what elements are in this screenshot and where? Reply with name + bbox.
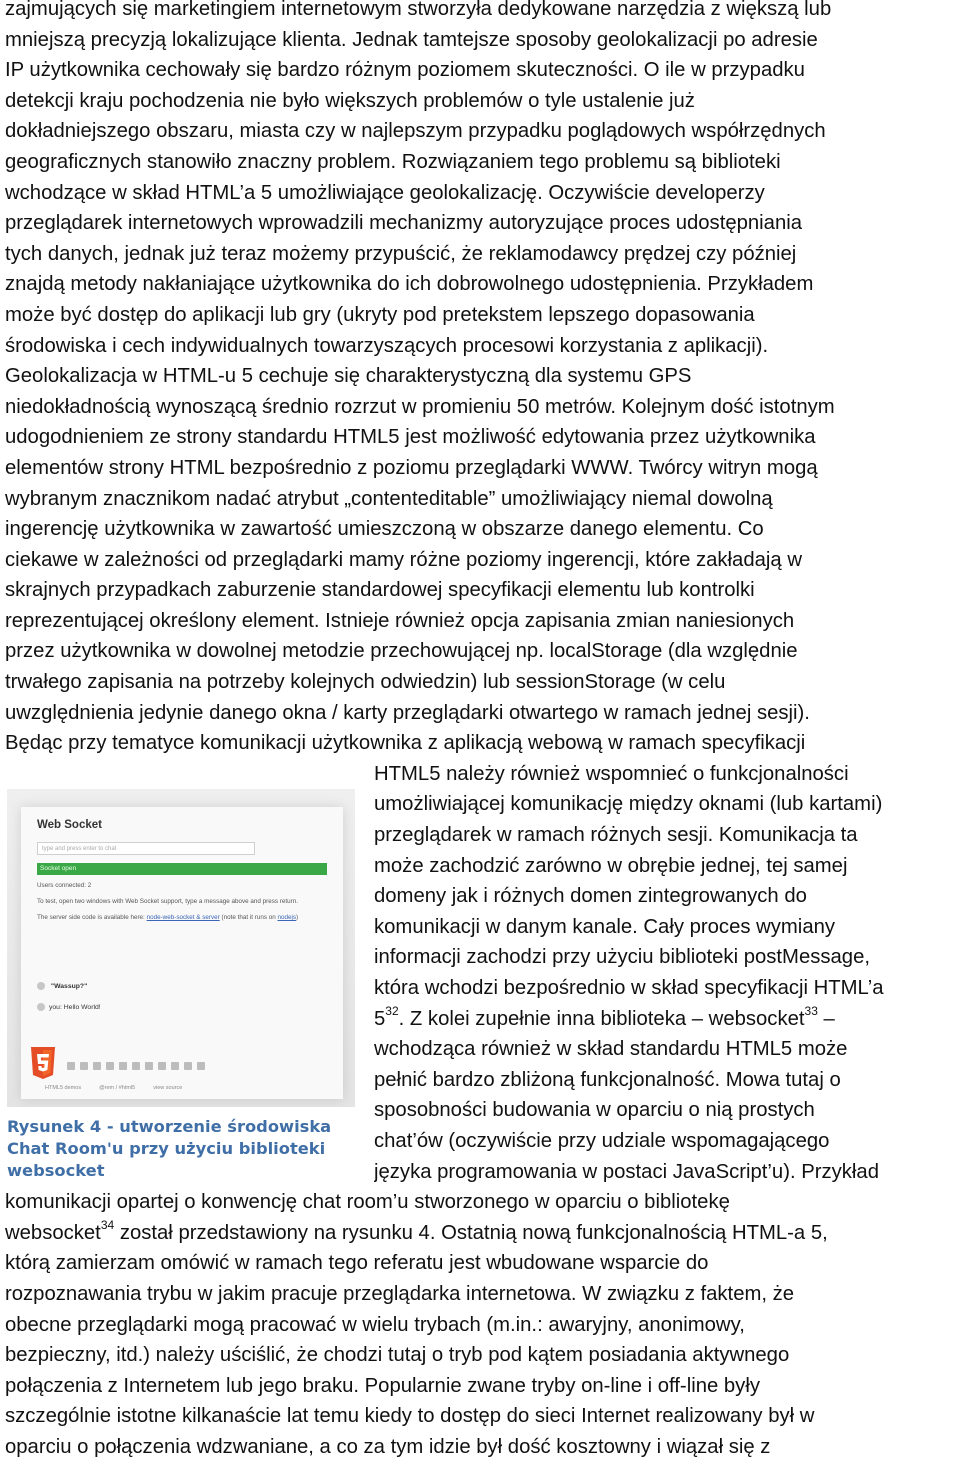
text-line: rozpoznawania trybu w jakim pracuje przeglądarka internetowa. W związku z faktem, że [5, 1282, 795, 1305]
html5-logo-icon [29, 1047, 57, 1079]
text-line: oparciu o połączenia wdzwaniane, a co za tym idzie był dość kosztowny i wiązał się z [5, 1435, 771, 1458]
text-line: komunikacji opartej o konwencję chat room’u stworzonego w oparciu o bibliotekę [5, 1191, 730, 1214]
log-test-instructions: To test, open two windows with Web Socket support, type a message above and press return. [37, 898, 298, 905]
text-line: informacji zachodzi przy użyciu biblioteki postMessage, [374, 946, 870, 969]
text-line: IP użytkownika cechowały się bardzo różnym poziomem skuteczności. O ile w przypadku [5, 59, 805, 82]
text-line: sposobności budowania w oparciu o nią prostych [374, 1099, 815, 1122]
text-line: ciekawe w zależności od przeglądarki mamy różne poziomy ingerencji, które zakładają w [5, 548, 802, 571]
text-line: znajdą metody nakłaniające użytkownika do ich dobrowolnego udostępnienia. Przykładem [5, 273, 814, 296]
text-line: umożliwiającej komunikację między oknami (lub kartami) [374, 793, 883, 816]
text-line: reprezentującej określony element. Istnieje również opcja zapisania zmian naniesionych [5, 609, 795, 632]
text-line: Geolokalizacja w HTML-u 5 cechuje się charakterystyczną dla systemu GPS [5, 365, 692, 388]
demo-toolbar [67, 1057, 210, 1067]
text-line: niedokładnością wynoszącą średnio rozrzut w promieniu 50 metrów. Kolejnym dość istotnym [5, 395, 835, 418]
avatar [37, 982, 45, 990]
text-span: – [817, 1007, 835, 1030]
text-line: tych danych, jednak już teraz możemy przypuścić, że reklamodawcy prędzej czy później [5, 242, 797, 265]
footnote-ref: 32 [385, 1003, 399, 1018]
websocket-demo-title: Web Socket [37, 819, 102, 831]
text-line: uwzględnienia jedynie danego okna / karty przeglądarki otwartego w ramach jednej sesji). [5, 701, 810, 724]
text-line: języka programowania w postaci JavaScript’u). Przykład [374, 1160, 879, 1183]
text-line: detekcji kraju pochodzenia nie było większych problemów o tyle ustalenie już [5, 89, 695, 112]
text-line: którą zamierzam omówić w ramach tego referatu jest wbudowane wsparcie do [5, 1252, 709, 1275]
text-line: ingerencję użytkownika w zawartość umieszczoną w obszarze danego elementu. Co [5, 518, 764, 541]
text-line [374, 1004, 957, 1035]
text-line: połączenia z Internetem lub jego braku. Popularnie zwane tryby on-line i off-line były [5, 1374, 760, 1397]
text-span: został przedstawiony na rysunku 4. Ostatnią nową funkcjonalnością HTML-a 5, [114, 1221, 828, 1244]
text-span: websocket [5, 1221, 101, 1244]
log-users-connected: Users connected: 2 [37, 882, 92, 889]
text-line: domeny jak i różnych domen zintegrowanych do [374, 885, 807, 908]
text-line: trwałego zapisania na potrzeby kolejnych odwiedzin) lub sessionStorage (w celu [5, 671, 726, 694]
text-line: skrajnych przypadkach zaburzenie standardowej specyfikacji elementu lub kontrolki [5, 579, 755, 602]
text-span: 5 [374, 1007, 386, 1030]
text-line: dokładniejszego obszaru, miasta czy w najlepszym przypadku poglądowych współrzędnych [5, 120, 826, 143]
log-source-note: The server side code is available here: node-web-socket & server (note that it runs on nodejs) [37, 914, 299, 921]
text-line: elementów strony HTML bezpośrednio z poziomu przeglądarki WWW. Twórcy witryn mogą [5, 456, 818, 479]
text-line: komunikacji w danym kanale. Cały proces wymiany [374, 915, 836, 938]
text-line [5, 1218, 957, 1249]
text-span: . Z kolei zupełnie inna biblioteka – websocket [398, 1007, 805, 1030]
text-line: obecne przeglądarki mogą pracować w wielu trybach (m.in.: awaryjny, anonimowy, [5, 1313, 745, 1336]
text-line: przeglądarek w ramach różnych sesji. Komunikacja ta [374, 824, 858, 847]
text-line: bezpieczny, itd.) należy uściślić, że chodzi tutaj o tryb pod kątem posiadania aktywnego [5, 1344, 790, 1367]
text-line: może zachodzić zarówno w obrębie jednej, tej samej [374, 854, 848, 877]
text-line: może być dostęp do aplikacji lub gry (ukryty pod pretekstem lepszego dopasowania [5, 303, 755, 326]
text-line: wybranym znacznikom nadać atrybut „contenteditable” umożliwiający niemal dowolną [5, 487, 773, 510]
text-line: HTML5 należy również wspomnieć o funkcjonalności [374, 762, 849, 785]
text-line: Będąc przy tematyce komunikacji użytkownika z aplikacją webową w ramach specyfikacji [5, 732, 806, 755]
text-line: szczególnie istotne kilkanaście lat temu kiedy to dostęp do sieci Internet realizowany był w [5, 1405, 815, 1428]
chat-message-2: you: Hello World! [37, 1003, 101, 1011]
demo-footer: HTML5 demos @rem / #html5 view source [45, 1085, 183, 1091]
text-line: wchodząca również w skład standardu HTML5 może [374, 1038, 848, 1061]
document-page [5, 0, 957, 1463]
text-line: pełnić bardzo zbliżoną funkcjonalność. Mowa tutaj o [374, 1068, 841, 1091]
text-line: przez użytkownika w dowolnej metodzie przechowującej np. localStorage (dla względnie [5, 640, 798, 663]
figure-caption: Rysunek 4 - utworzenie środowiska Chat Room'u przy użyciu biblioteki websocket [7, 1117, 332, 1180]
text-line: chat’ów (oczywiście przy udziale wspomagającego [374, 1129, 830, 1152]
footnote-ref: 33 [804, 1003, 818, 1018]
websocket-demo-window [21, 807, 343, 1099]
text-line: środowiska i cech indywidualnych towarzyszących procesowi korzystania z aplikacji). [5, 334, 769, 357]
chat-log [37, 881, 327, 922]
text-line: zajmujących się marketingiem internetowym stworzyła dedykowane narzędzia z większą lub [5, 0, 832, 20]
text-line: udogodnieniem ze strony standardu HTML5 jest możliwość edytowania przez użytkownika [5, 426, 816, 449]
avatar [37, 1003, 45, 1011]
footnote-ref: 34 [100, 1217, 115, 1232]
figure-websocket-screenshot [7, 789, 355, 1107]
text-line: wchodzące w skład HTML’a 5 umożliwiające geolokalizację. Oczywiście developerzy [5, 181, 765, 204]
socket-status-bar: Socket open [37, 863, 327, 875]
text-line: geograficznych stanowiło znaczny problem. Rozwiązaniem tego problemu są biblioteki [5, 150, 781, 173]
chat-input: type and press enter to chat [37, 842, 255, 855]
text-line: która wchodzi bezpośrednio w skład specyfikacji HTML’a [374, 977, 884, 999]
text-line: przeglądarek internetowych wprowadzili mechanizmy autoryzujące proces udostępniania [5, 212, 803, 235]
chat-message-1: "Wassup?" [37, 982, 87, 990]
text-line: mniejszą precyzją lokalizujące klienta. Jednak tamtejsze sposoby geolokalizacji po adresie [5, 28, 818, 51]
